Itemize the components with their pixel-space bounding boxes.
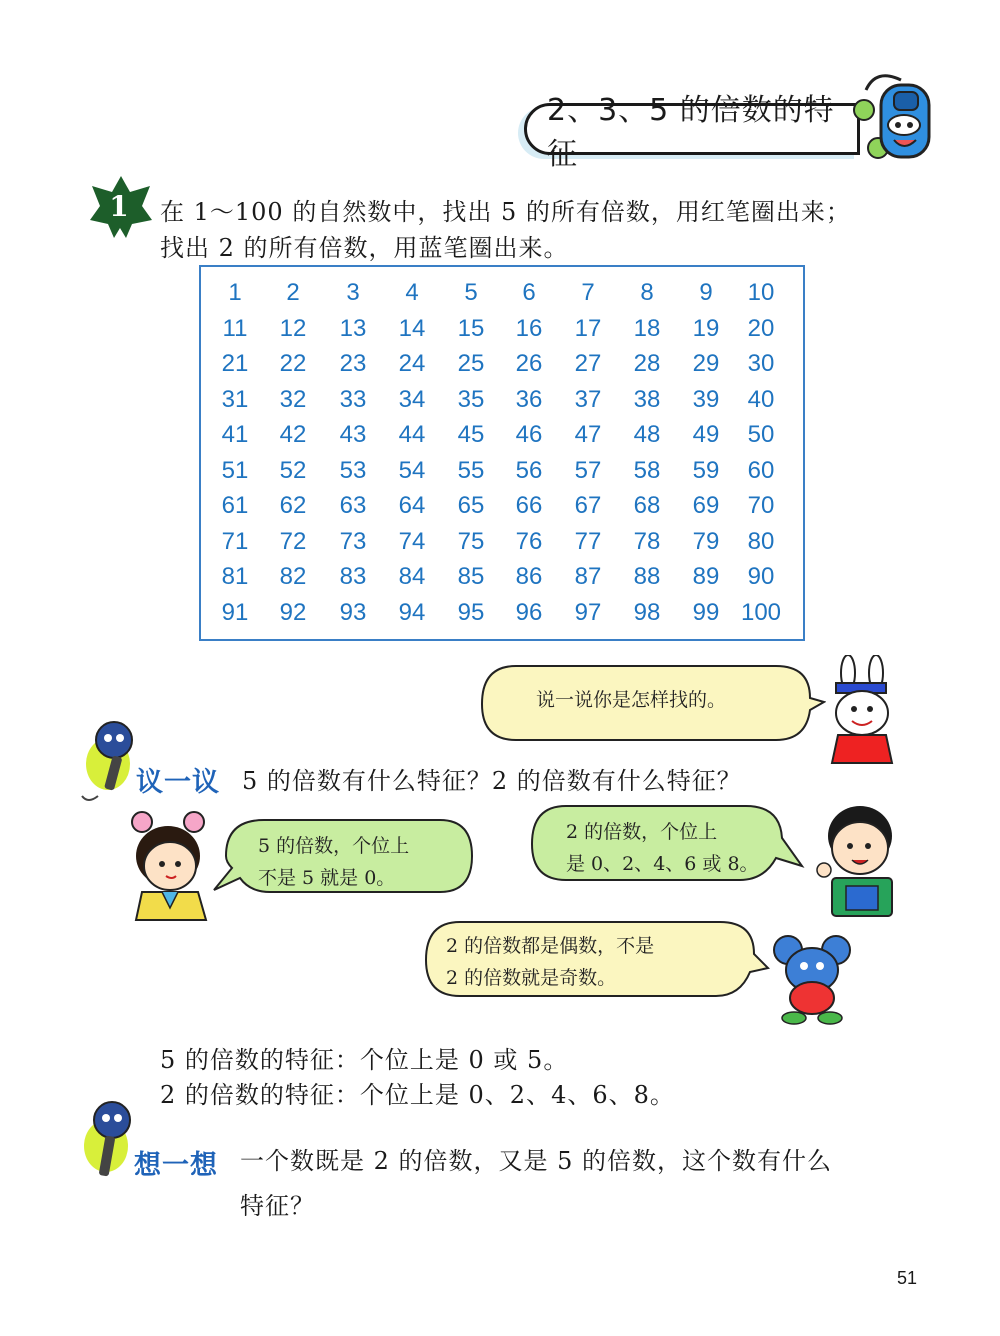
grid-number: 27 <box>574 350 602 377</box>
grid-number: 82 <box>279 563 307 590</box>
boy-bubble-line-1: 2 的倍数，个位上 <box>566 821 718 843</box>
grid-number: 87 <box>574 563 602 590</box>
grid-number: 89 <box>692 563 720 590</box>
grid-number: 86 <box>515 563 543 590</box>
grid-number: 53 <box>339 456 367 484</box>
grid-number: 93 <box>339 598 367 626</box>
grid-number: 81 <box>221 563 249 590</box>
grid-number: 64 <box>398 492 426 519</box>
grid-number: 60 <box>747 456 775 484</box>
think-line-1: 一个数既是 2 的倍数，又是 5 的倍数，这个数有什么 <box>240 1147 833 1175</box>
grid-number: 28 <box>633 350 661 377</box>
rabbit-character-icon <box>818 655 908 765</box>
grid-number: 78 <box>633 527 661 555</box>
grid-number: 14 <box>398 314 426 342</box>
grid-number: 12 <box>279 314 307 342</box>
example-line-1: 在 1～100 的自然数中，找出 5 的所有倍数，用红笔圈出来； <box>160 198 851 226</box>
girl-bubble-line-1: 5 的倍数，个位上 <box>258 835 410 857</box>
boy-character-icon <box>810 800 910 920</box>
grid-number: 95 <box>457 598 485 626</box>
mouse-mascot-icon <box>846 70 936 170</box>
grid-number: 61 <box>221 492 249 519</box>
conclusion-line-2: 2 的倍数的特征：个位上是 0、2、4、6、8。 <box>160 1081 675 1109</box>
grid-number: 7 <box>581 279 595 306</box>
page-title <box>524 93 860 172</box>
grid-number: 30 <box>747 350 775 377</box>
grid-number: 76 <box>515 527 543 555</box>
grid-number: 88 <box>633 563 661 590</box>
grid-number: 65 <box>457 492 485 519</box>
grid-number: 40 <box>747 385 775 413</box>
grid-number: 35 <box>457 385 485 413</box>
grid-number: 15 <box>457 314 485 342</box>
grid-number: 21 <box>221 350 249 377</box>
grid-number: 57 <box>574 456 602 484</box>
page-number: 51 <box>897 1268 918 1288</box>
grid-number: 19 <box>692 314 720 342</box>
grid-number: 23 <box>339 350 367 377</box>
number-grid-1-100 <box>199 265 805 641</box>
grid-number: 51 <box>221 456 249 484</box>
grid-number: 83 <box>339 563 367 590</box>
grid-number: 68 <box>633 492 661 519</box>
grid-number: 56 <box>515 456 543 484</box>
discuss-question: 5 的倍数有什么特征？2 的倍数有什么特征？ <box>242 767 742 795</box>
grid-number: 69 <box>692 492 720 519</box>
grid-number: 38 <box>633 385 661 413</box>
grid-number: 79 <box>692 527 720 555</box>
grid-number: 58 <box>633 456 661 484</box>
grid-number: 16 <box>515 314 543 342</box>
grid-number: 59 <box>692 456 720 484</box>
girl-bubble-line-2: 不是 5 就是 0。 <box>258 867 396 889</box>
grid-number: 85 <box>457 563 485 590</box>
grid-number: 71 <box>221 527 249 555</box>
grid-number: 22 <box>279 350 307 377</box>
grid-number: 5 <box>464 279 478 306</box>
page-title-text: 2、3、5 的倍数的特征 <box>547 93 835 172</box>
grid-number: 13 <box>339 314 367 342</box>
grid-number: 24 <box>398 350 426 377</box>
grid-number: 91 <box>221 598 249 626</box>
grid-number: 20 <box>747 314 775 342</box>
grid-number: 70 <box>747 492 775 519</box>
grid-number: 63 <box>339 492 367 519</box>
grid-number: 98 <box>633 598 661 626</box>
grid-number: 37 <box>574 385 602 413</box>
grid-number: 39 <box>692 385 720 413</box>
rabbit-bubble-text: 说一说你是怎样找的。 <box>536 689 727 711</box>
example-number: 1 <box>109 190 129 223</box>
grid-number: 46 <box>515 421 543 448</box>
grid-number: 80 <box>747 527 775 555</box>
grid-number: 9 <box>699 279 713 306</box>
grid-number: 1 <box>228 279 242 306</box>
grid-number: 73 <box>339 527 367 555</box>
grid-number: 44 <box>398 421 426 448</box>
grid-number: 10 <box>747 279 775 306</box>
grid-number: 4 <box>405 279 419 306</box>
girl-character-icon <box>118 808 218 923</box>
grid-number: 77 <box>574 527 602 555</box>
grid-number: 96 <box>515 598 543 626</box>
conclusion-line-1: 5 的倍数的特征：个位上是 0 或 5。 <box>160 1046 569 1074</box>
mouse-bubble-line-2: 2 的倍数就是奇数。 <box>446 967 617 989</box>
grid-number: 42 <box>279 421 307 448</box>
grid-number: 6 <box>522 279 536 306</box>
grid-number: 50 <box>747 421 775 448</box>
grid-number: 92 <box>279 598 307 626</box>
grid-number: 94 <box>398 598 426 626</box>
grid-number: 29 <box>692 350 720 377</box>
grid-number: 90 <box>747 563 775 590</box>
grid-number: 32 <box>279 385 307 413</box>
grid-number: 66 <box>515 492 543 519</box>
think-line-2: 特征？ <box>240 1192 315 1220</box>
grid-number: 84 <box>398 563 426 590</box>
grid-number: 62 <box>279 492 307 519</box>
grid-number: 75 <box>457 527 485 555</box>
grid-number: 33 <box>339 385 367 413</box>
grid-number: 100 <box>740 598 782 626</box>
grid-number: 41 <box>221 421 249 448</box>
grid-number: 2 <box>286 279 300 306</box>
grid-number: 67 <box>574 492 602 519</box>
grid-number: 49 <box>692 421 720 448</box>
grid-number: 31 <box>221 385 249 413</box>
grid-number: 74 <box>398 527 426 555</box>
think-label: 想一想 <box>134 1150 218 1181</box>
grid-number: 48 <box>633 421 661 448</box>
grid-number: 54 <box>398 456 426 484</box>
grid-number: 26 <box>515 350 543 377</box>
blue-mouse-character-icon <box>762 932 862 1027</box>
grid-number: 18 <box>633 314 661 342</box>
discuss-label: 议一议 <box>136 767 220 798</box>
grid-number: 45 <box>457 421 485 448</box>
grid-number: 34 <box>398 385 426 413</box>
grid-number: 3 <box>346 279 360 306</box>
grid-number: 97 <box>574 598 602 626</box>
boy-bubble-line-2: 是 0、2、4、6 或 8。 <box>566 853 759 875</box>
grid-number: 99 <box>692 598 720 626</box>
grid-number: 47 <box>574 421 602 448</box>
grid-number: 55 <box>457 456 485 484</box>
grid-number: 8 <box>640 279 654 306</box>
grid-number: 72 <box>279 527 307 555</box>
grid-number: 11 <box>222 314 248 342</box>
grid-number: 17 <box>574 314 602 342</box>
example-line-2: 找出 2 的所有倍数，用蓝笔圈出来。 <box>160 234 569 262</box>
grid-number: 36 <box>515 385 543 413</box>
grid-number: 25 <box>457 350 485 377</box>
mouse-bubble-line-1: 2 的倍数都是偶数，不是 <box>446 935 655 957</box>
grid-number: 43 <box>339 421 367 448</box>
leaf-number-badge <box>86 172 156 240</box>
grid-number: 52 <box>279 456 307 484</box>
